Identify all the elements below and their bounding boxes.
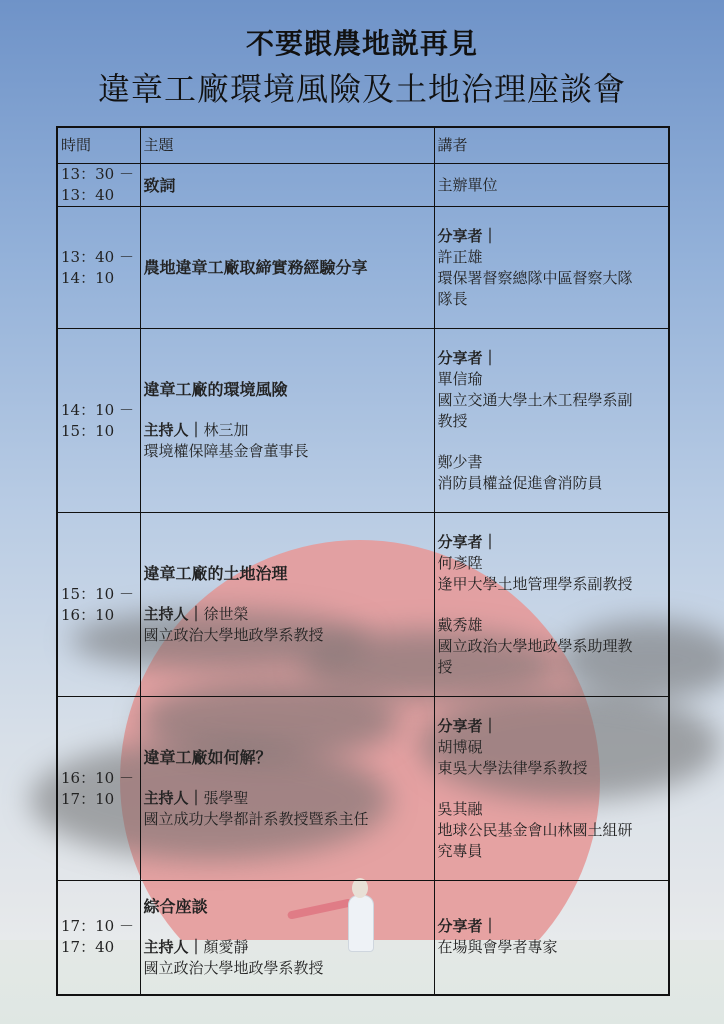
topic-title: 違章工廠的土地治理 bbox=[143, 564, 288, 583]
topic-title: 致詞 bbox=[143, 175, 176, 195]
host-title: 環境權保障基金會董事長 bbox=[143, 442, 309, 460]
speaker-cell: 分享者｜ 何彥陞 逢甲大學土地管理學系副教授 戴秀雄 國立政治大學地政學系助理教 授 bbox=[434, 513, 669, 697]
topic-title: 違章工廠的環境風險 bbox=[143, 380, 288, 399]
host-name: 徐世榮 bbox=[203, 605, 249, 623]
time-cell: 17：10 － 17：40 bbox=[57, 881, 140, 995]
table-row bbox=[57, 881, 669, 995]
host-label: 主持人｜ bbox=[143, 605, 204, 623]
time-cell: 13：30 － 13：40 bbox=[57, 164, 140, 207]
speaker-cell: 分享者｜ 單信瑜 國立交通大學土木工程學系副 教授 鄭少書 消防員權益促進會消防員 bbox=[434, 329, 669, 513]
table-row bbox=[57, 697, 669, 881]
table-row bbox=[57, 207, 669, 329]
host-label: 主持人｜ bbox=[143, 789, 204, 807]
table-header-row bbox=[57, 127, 669, 164]
host-label: 主持人｜ bbox=[143, 421, 204, 439]
topic-cell bbox=[140, 207, 434, 329]
time-cell: 13：40 － 14：10 bbox=[57, 207, 140, 329]
time-cell: 15：10 － 16：10 bbox=[57, 513, 140, 697]
table-row bbox=[57, 164, 669, 207]
header-topic: 主題 bbox=[140, 127, 434, 164]
topic-title: 農地違章工廠取締實務經驗分享 bbox=[143, 258, 368, 277]
host-label: 主持人｜ bbox=[143, 937, 204, 956]
schedule-table bbox=[56, 126, 670, 996]
time-cell: 16：10 － 17：10 bbox=[57, 697, 140, 881]
time-cell: 14：10 － 15：10 bbox=[57, 329, 140, 513]
topic-cell bbox=[140, 164, 434, 207]
header-speaker: 講者 bbox=[434, 127, 669, 164]
host-title: 國立成功大學都計系教授暨系主任 bbox=[143, 810, 369, 828]
host-name: 張學聖 bbox=[203, 789, 249, 807]
page-title: 不要跟農地説再見 bbox=[245, 27, 478, 60]
speaker-cell: 分享者｜ 在場與會學者專家 bbox=[434, 881, 669, 995]
topic-cell bbox=[140, 329, 434, 513]
header-time: 時間 bbox=[57, 127, 140, 164]
speaker-cell: 分享者｜ 胡博硯 東吳大學法律學系教授 吳其融 地球公民基金會山林國土組研 究專員 bbox=[434, 697, 669, 881]
topic-title: 綜合座談 bbox=[143, 896, 208, 916]
page-subtitle: 違章工廠環境風險及土地治理座談會 bbox=[97, 70, 626, 108]
host-name: 林三加 bbox=[203, 421, 249, 439]
topic-cell bbox=[140, 697, 434, 881]
speaker-cell: 分享者｜ 許正雄 環保署督察總隊中區督察大隊 隊長 bbox=[434, 207, 669, 329]
speaker-cell: 主辦單位 bbox=[434, 164, 669, 207]
host-name: 顏愛靜 bbox=[203, 937, 249, 956]
host-title: 國立政治大學地政學系教授 bbox=[143, 626, 324, 644]
host-title: 國立政治大學地政學系教授 bbox=[143, 958, 324, 977]
topic-title: 違章工廠如何解？ bbox=[143, 748, 272, 767]
topic-cell bbox=[140, 881, 434, 995]
topic-cell bbox=[140, 513, 434, 697]
table-row bbox=[57, 513, 669, 697]
table-row bbox=[57, 329, 669, 513]
